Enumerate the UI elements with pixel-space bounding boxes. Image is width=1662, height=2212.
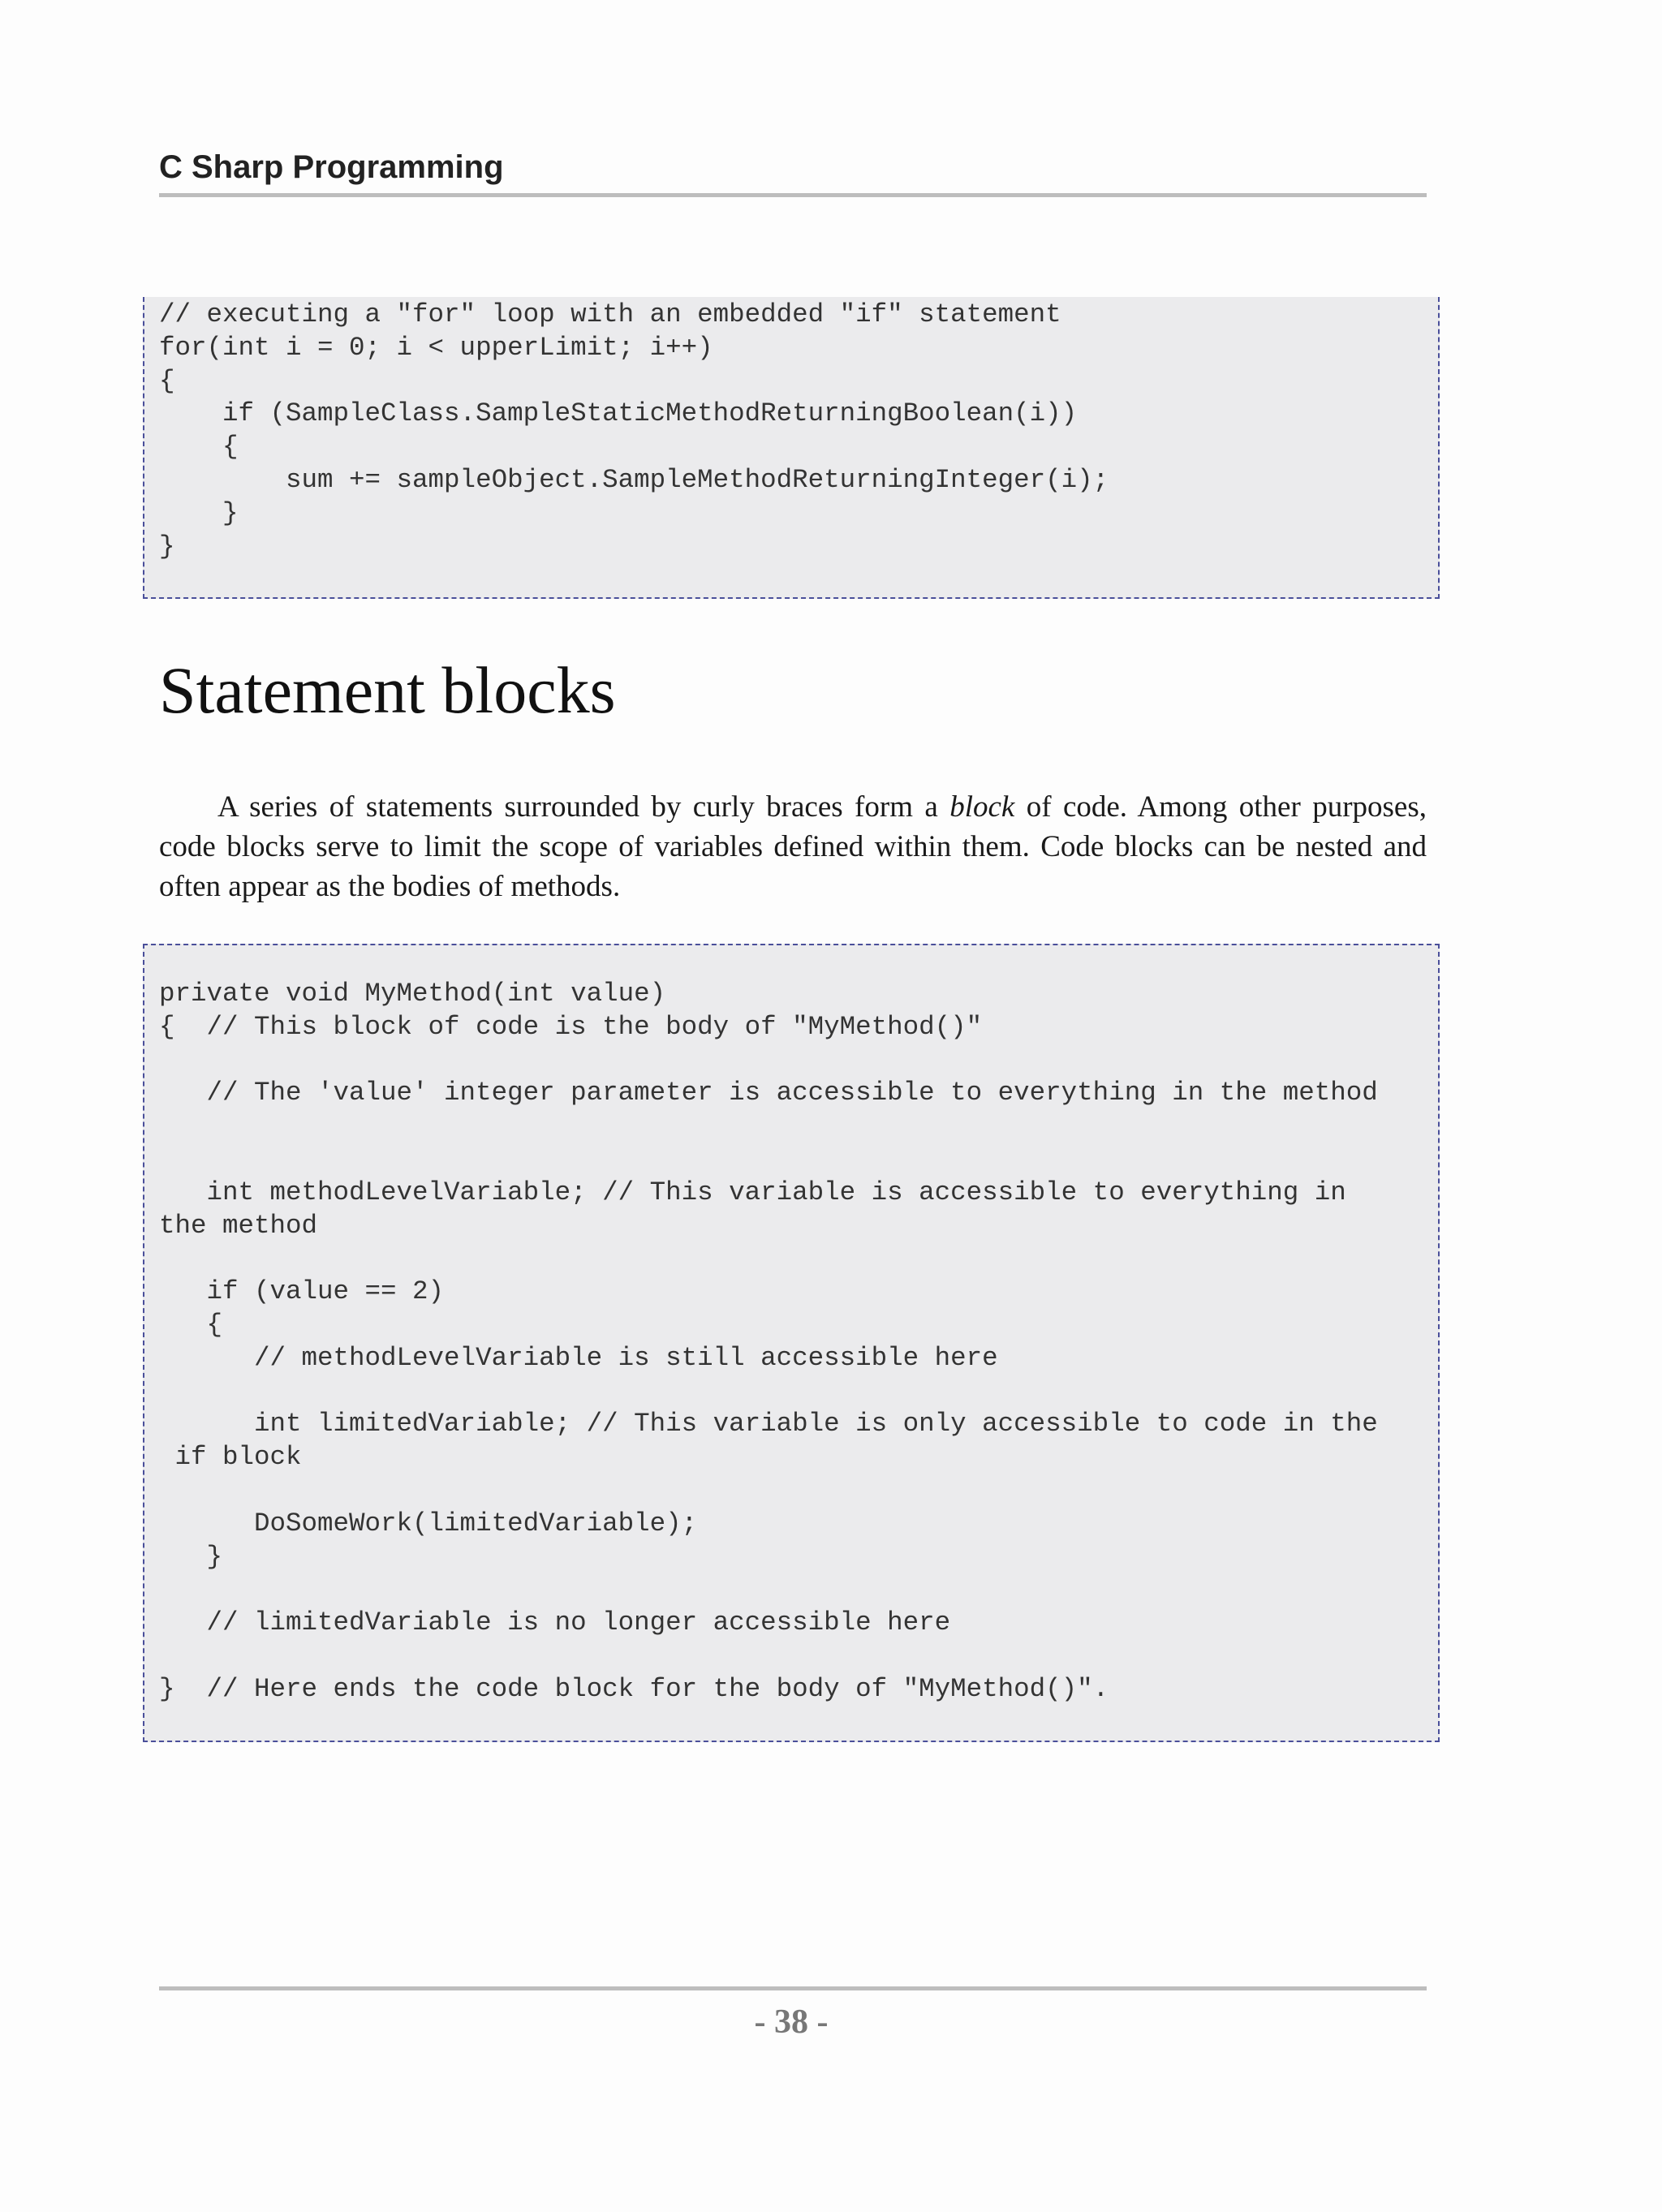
- body-paragraph: [159, 787, 1427, 906]
- header-divider: [159, 193, 1427, 197]
- paragraph-text-start: A series of statements surrounded by curly braces form a: [217, 790, 950, 824]
- code-text: // executing a "for" loop with an embedded "if" statement for(int i = 0; i < upperLimit; i++) { if (SampleClass.SampleStaticMethodReturningBoolean(i)) { sum += sampleObject.SampleMethodReturningInteger(i); } }: [159, 299, 1109, 562]
- running-header-title: C Sharp Programming: [159, 149, 504, 185]
- code-block-my-method: [143, 944, 1440, 1742]
- emphasized-term: block: [949, 790, 1015, 824]
- code-block-for-loop: [143, 297, 1440, 599]
- footer-divider: [159, 1986, 1427, 1990]
- code-text: private void MyMethod(int value) { // This block of code is the body of "MyMethod()" // The 'value' integer parameter is accessible to everything in the method int methodLevelVariable; // This variable is accessible to everything in the method if (value == 2) { // methodLevelVariable is still accessible here int limitedVariable; // This variable is only accessible to code in the if block DoSomeWork(limitedVariable); } // limitedVariable is no longer accessible here } // Here ends the code block for the body of "MyMethod()".: [159, 979, 1378, 1704]
- paragraph-text-end: of code. Among other purposes, code blocks serve to limit the scope of variables defined within them. Code blocks can be nested and often appear as the bodies of methods.: [159, 790, 1427, 903]
- section-heading: Statement blocks: [159, 653, 616, 727]
- page-number: - 38 -: [754, 2003, 829, 2041]
